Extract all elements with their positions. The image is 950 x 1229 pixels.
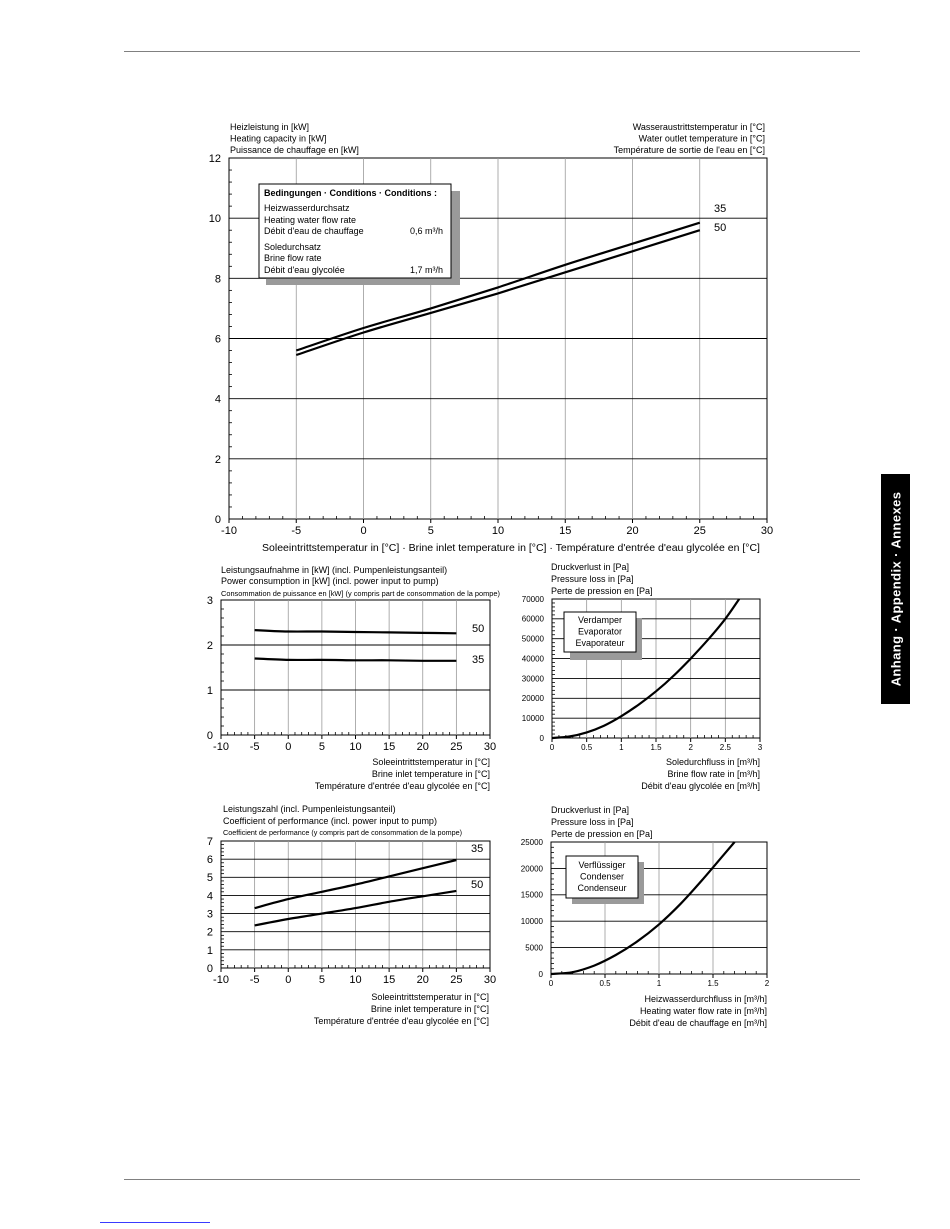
heating-x-tick-label: 25: [693, 525, 706, 537]
cop-x-tick-label: 25: [450, 974, 463, 986]
power-x-tick-label: 15: [383, 741, 396, 753]
heating-series-label-50: 50: [714, 222, 727, 234]
cop-y-axis-label: Leistungszahl (incl. Pumpenleistungsanteil): [223, 804, 396, 814]
cop-y-tick-label: 7: [206, 835, 213, 848]
heating-x-tick-label: 30: [760, 525, 774, 537]
condenser-x-tick-label: 1.5: [707, 979, 719, 988]
power-x-tick-label: -10: [213, 741, 229, 753]
condenser-y-tick-label: 25000: [520, 837, 543, 847]
evaporator-y-tick-label: 40000: [521, 654, 544, 664]
condenser-box-line: Verflüssiger: [578, 860, 626, 870]
conditions-line: Heizwasserdurchsatz: [264, 203, 350, 213]
heating-series-label-35: 35: [714, 203, 727, 215]
heating-y-tick-label: 2: [214, 453, 221, 466]
heating-series-title: Wasseraustrittstemperatur in [°C]: [632, 122, 765, 132]
conditions-title: Bedingungen · Conditions · Conditions :: [264, 188, 437, 198]
evaporator-box-line: Evaporateur: [575, 638, 625, 648]
evaporator-x-tick-label: 1.5: [650, 743, 662, 752]
evaporator-x-tick-label: 3: [757, 743, 763, 752]
conditions-line: Débit d'eau de chauffage: [264, 226, 364, 236]
condenser-x-axis-label: Heizwasserdurchfluss in [m³/h]: [644, 994, 767, 1004]
power-x-tick-label: 25: [450, 741, 463, 753]
power-y-axis-label: Power consumption in [kW] (incl. power input to pump): [221, 576, 439, 586]
heating-x-tick-label: 15: [559, 525, 572, 537]
cop-x-tick-label: 15: [383, 974, 396, 986]
heating-x-axis-label: Soleeintrittstemperatur in [°C] · Brine inlet temperature in [°C] · Température d'entrée d'eau glycolée en [°C]: [262, 542, 760, 554]
conditions-brine-flow-value: 1,7 m³/h: [409, 265, 443, 275]
evaporator-box-line: Evaporator: [577, 626, 623, 637]
heating-series-title: Température de sortie de l'eau en [°C]: [613, 145, 765, 155]
evaporator-x-tick-label: 2: [688, 743, 693, 752]
power-x-tick-label: 0: [285, 741, 292, 753]
evaporator-y-axis-label: Druckverlust in [Pa]: [551, 562, 630, 572]
power-series-label-50: 50: [472, 623, 485, 635]
heating-y-tick-label: 8: [214, 273, 221, 286]
cop-y-tick-label: 6: [206, 854, 213, 867]
heating-y-tick-label: 10: [208, 213, 221, 226]
side-tab-label: Anhang · Appendix · Annexes: [888, 491, 903, 687]
heating-y-axis-label: Heating capacity in [kW]: [230, 133, 327, 144]
evaporator-x-axis-label: Soledurchfluss in [m³/h]: [665, 757, 760, 767]
power-y-axis-label: Leistungsaufnahme in [kW] (incl. Pumpenleistungsanteil): [221, 565, 448, 575]
condenser-y-axis-label: Druckverlust in [Pa]: [551, 805, 630, 815]
condenser-x-axis-label: Débit d'eau de chauffage en [m³/h]: [629, 1018, 767, 1028]
condenser-y-tick-label: 5000: [525, 943, 543, 953]
condenser-y-tick-label: 20000: [520, 864, 543, 874]
cop-x-axis-label: Soleeintrittstemperatur in [°C]: [371, 992, 489, 1002]
power-x-axis-label: Brine inlet temperature in [°C]: [371, 769, 490, 779]
condenser-box-line: Condenser: [579, 871, 625, 882]
conditions-line: Heating water flow rate: [264, 215, 357, 225]
evaporator-x-tick-label: 0.5: [581, 743, 593, 752]
conditions-line: Brine flow rate: [264, 253, 322, 263]
evaporator-y-tick-label: 60000: [521, 614, 544, 624]
heating-y-tick-label: 4: [214, 393, 221, 406]
conditions-line: Débit d'eau glycolée: [264, 265, 345, 275]
heating-x-tick-label: -5: [291, 525, 302, 537]
power-y-tick-label: 3: [206, 594, 213, 607]
evaporator-x-tick-label: 1: [619, 743, 624, 752]
power-x-tick-label: 5: [318, 741, 325, 753]
cop-y-tick-label: 4: [206, 890, 213, 903]
condenser-y-tick-label: 15000: [520, 890, 543, 900]
heating-x-tick-label: 20: [626, 525, 639, 537]
evaporator-y-tick-label: 30000: [521, 674, 544, 684]
heating-y-axis-label: Puissance de chauffage en [kW]: [230, 145, 359, 155]
evaporator-x-tick-label: 0: [549, 743, 555, 752]
power-x-tick-label: 20: [416, 741, 429, 753]
evaporator-y-axis-label: Pressure loss in [Pa]: [551, 574, 634, 584]
heating-y-axis-label: Heizleistung in [kW]: [230, 122, 310, 132]
heating-y-tick-label: 0: [214, 513, 221, 526]
evaporator-y-tick-label: 20000: [521, 694, 544, 704]
cop-y-tick-label: 3: [206, 908, 213, 921]
condenser-x-tick-label: 0: [548, 979, 554, 988]
condenser-box-line: Condenseur: [577, 883, 627, 893]
heating-x-tick-label: 5: [427, 525, 434, 537]
power-x-axis-label: Soleeintrittstemperatur in [°C]: [372, 757, 490, 767]
power-y-axis-label: Consommation de puissance en [kW] (y compris part de consommation de la pompe): [221, 589, 501, 598]
heating-y-tick-label: 12: [208, 152, 221, 165]
cop-x-tick-label: 30: [483, 974, 497, 986]
evaporator-x-tick-label: 2.5: [719, 743, 731, 752]
power-x-tick-label: 30: [483, 741, 497, 753]
conditions-water-flow-value: 0,6 m³/h: [409, 226, 443, 236]
condenser-x-tick-label: 0.5: [599, 979, 611, 988]
conditions-line: Soledurchsatz: [264, 242, 322, 252]
cop-x-axis-label: Brine inlet temperature in [°C]: [370, 1004, 489, 1014]
cop-series-label-50: 50: [471, 879, 484, 891]
cop-y-tick-label: 5: [206, 872, 213, 885]
cop-x-axis-label: Température d'entrée d'eau glycolée en [°C]: [313, 1016, 489, 1026]
evaporator-box-line: Verdamper: [577, 615, 623, 625]
evaporator-x-axis-label: Débit d'eau glycolée en [m³/h]: [641, 781, 760, 791]
evaporator-y-tick-label: 10000: [521, 714, 544, 724]
condenser-y-tick-label: 0: [538, 969, 543, 979]
cop-series-label-35: 35: [471, 843, 484, 855]
cop-x-tick-label: -10: [213, 974, 229, 986]
cop-y-axis-label: Coefficient of performance (incl. power input to pump): [223, 816, 437, 826]
cop-y-tick-label: 1: [206, 944, 213, 957]
heating-y-tick-label: 6: [214, 333, 221, 346]
evaporator-y-axis-label: Perte de pression en [Pa]: [551, 586, 653, 596]
cop-x-tick-label: 10: [349, 974, 362, 986]
heating-series-title: Water outlet temperature in [°C]: [638, 133, 765, 144]
cop-x-tick-label: 20: [416, 974, 429, 986]
condenser-y-axis-label: Perte de pression en [Pa]: [551, 829, 653, 839]
power-y-tick-label: 1: [206, 684, 213, 697]
power-y-tick-label: 0: [206, 729, 213, 742]
condenser-y-axis-label: Pressure loss in [Pa]: [551, 817, 634, 827]
cop-y-tick-label: 2: [206, 926, 213, 939]
heating-x-tick-label: 0: [360, 525, 367, 537]
evaporator-y-tick-label: 50000: [521, 634, 544, 644]
evaporator-y-tick-label: 0: [539, 733, 544, 743]
condenser-x-tick-label: 1: [656, 979, 662, 988]
condenser-x-tick-label: 2: [764, 979, 770, 988]
evaporator-y-tick-label: 70000: [521, 594, 544, 604]
cop-x-tick-label: 0: [285, 974, 292, 986]
cop-y-tick-label: 0: [206, 962, 213, 975]
heating-x-tick-label: 10: [491, 525, 505, 537]
cop-y-axis-label: Coefficient de performance (y compris part de consommation de la pompe): [223, 828, 463, 837]
power-x-tick-label: -5: [249, 741, 260, 753]
power-y-tick-label: 2: [206, 639, 213, 652]
power-x-tick-label: 10: [349, 741, 362, 753]
heating-x-tick-label: -10: [221, 525, 237, 537]
power-series-label-35: 35: [472, 654, 485, 666]
power-x-axis-label: Température d'entrée d'eau glycolée en [°C]: [314, 781, 490, 791]
condenser-x-axis-label: Heating water flow rate in [m³/h]: [639, 1006, 767, 1016]
cop-x-tick-label: -5: [249, 974, 260, 986]
evaporator-x-axis-label: Brine flow rate in [m³/h]: [667, 769, 760, 779]
condenser-y-tick-label: 10000: [520, 917, 543, 927]
cop-x-tick-label: 5: [318, 974, 325, 986]
